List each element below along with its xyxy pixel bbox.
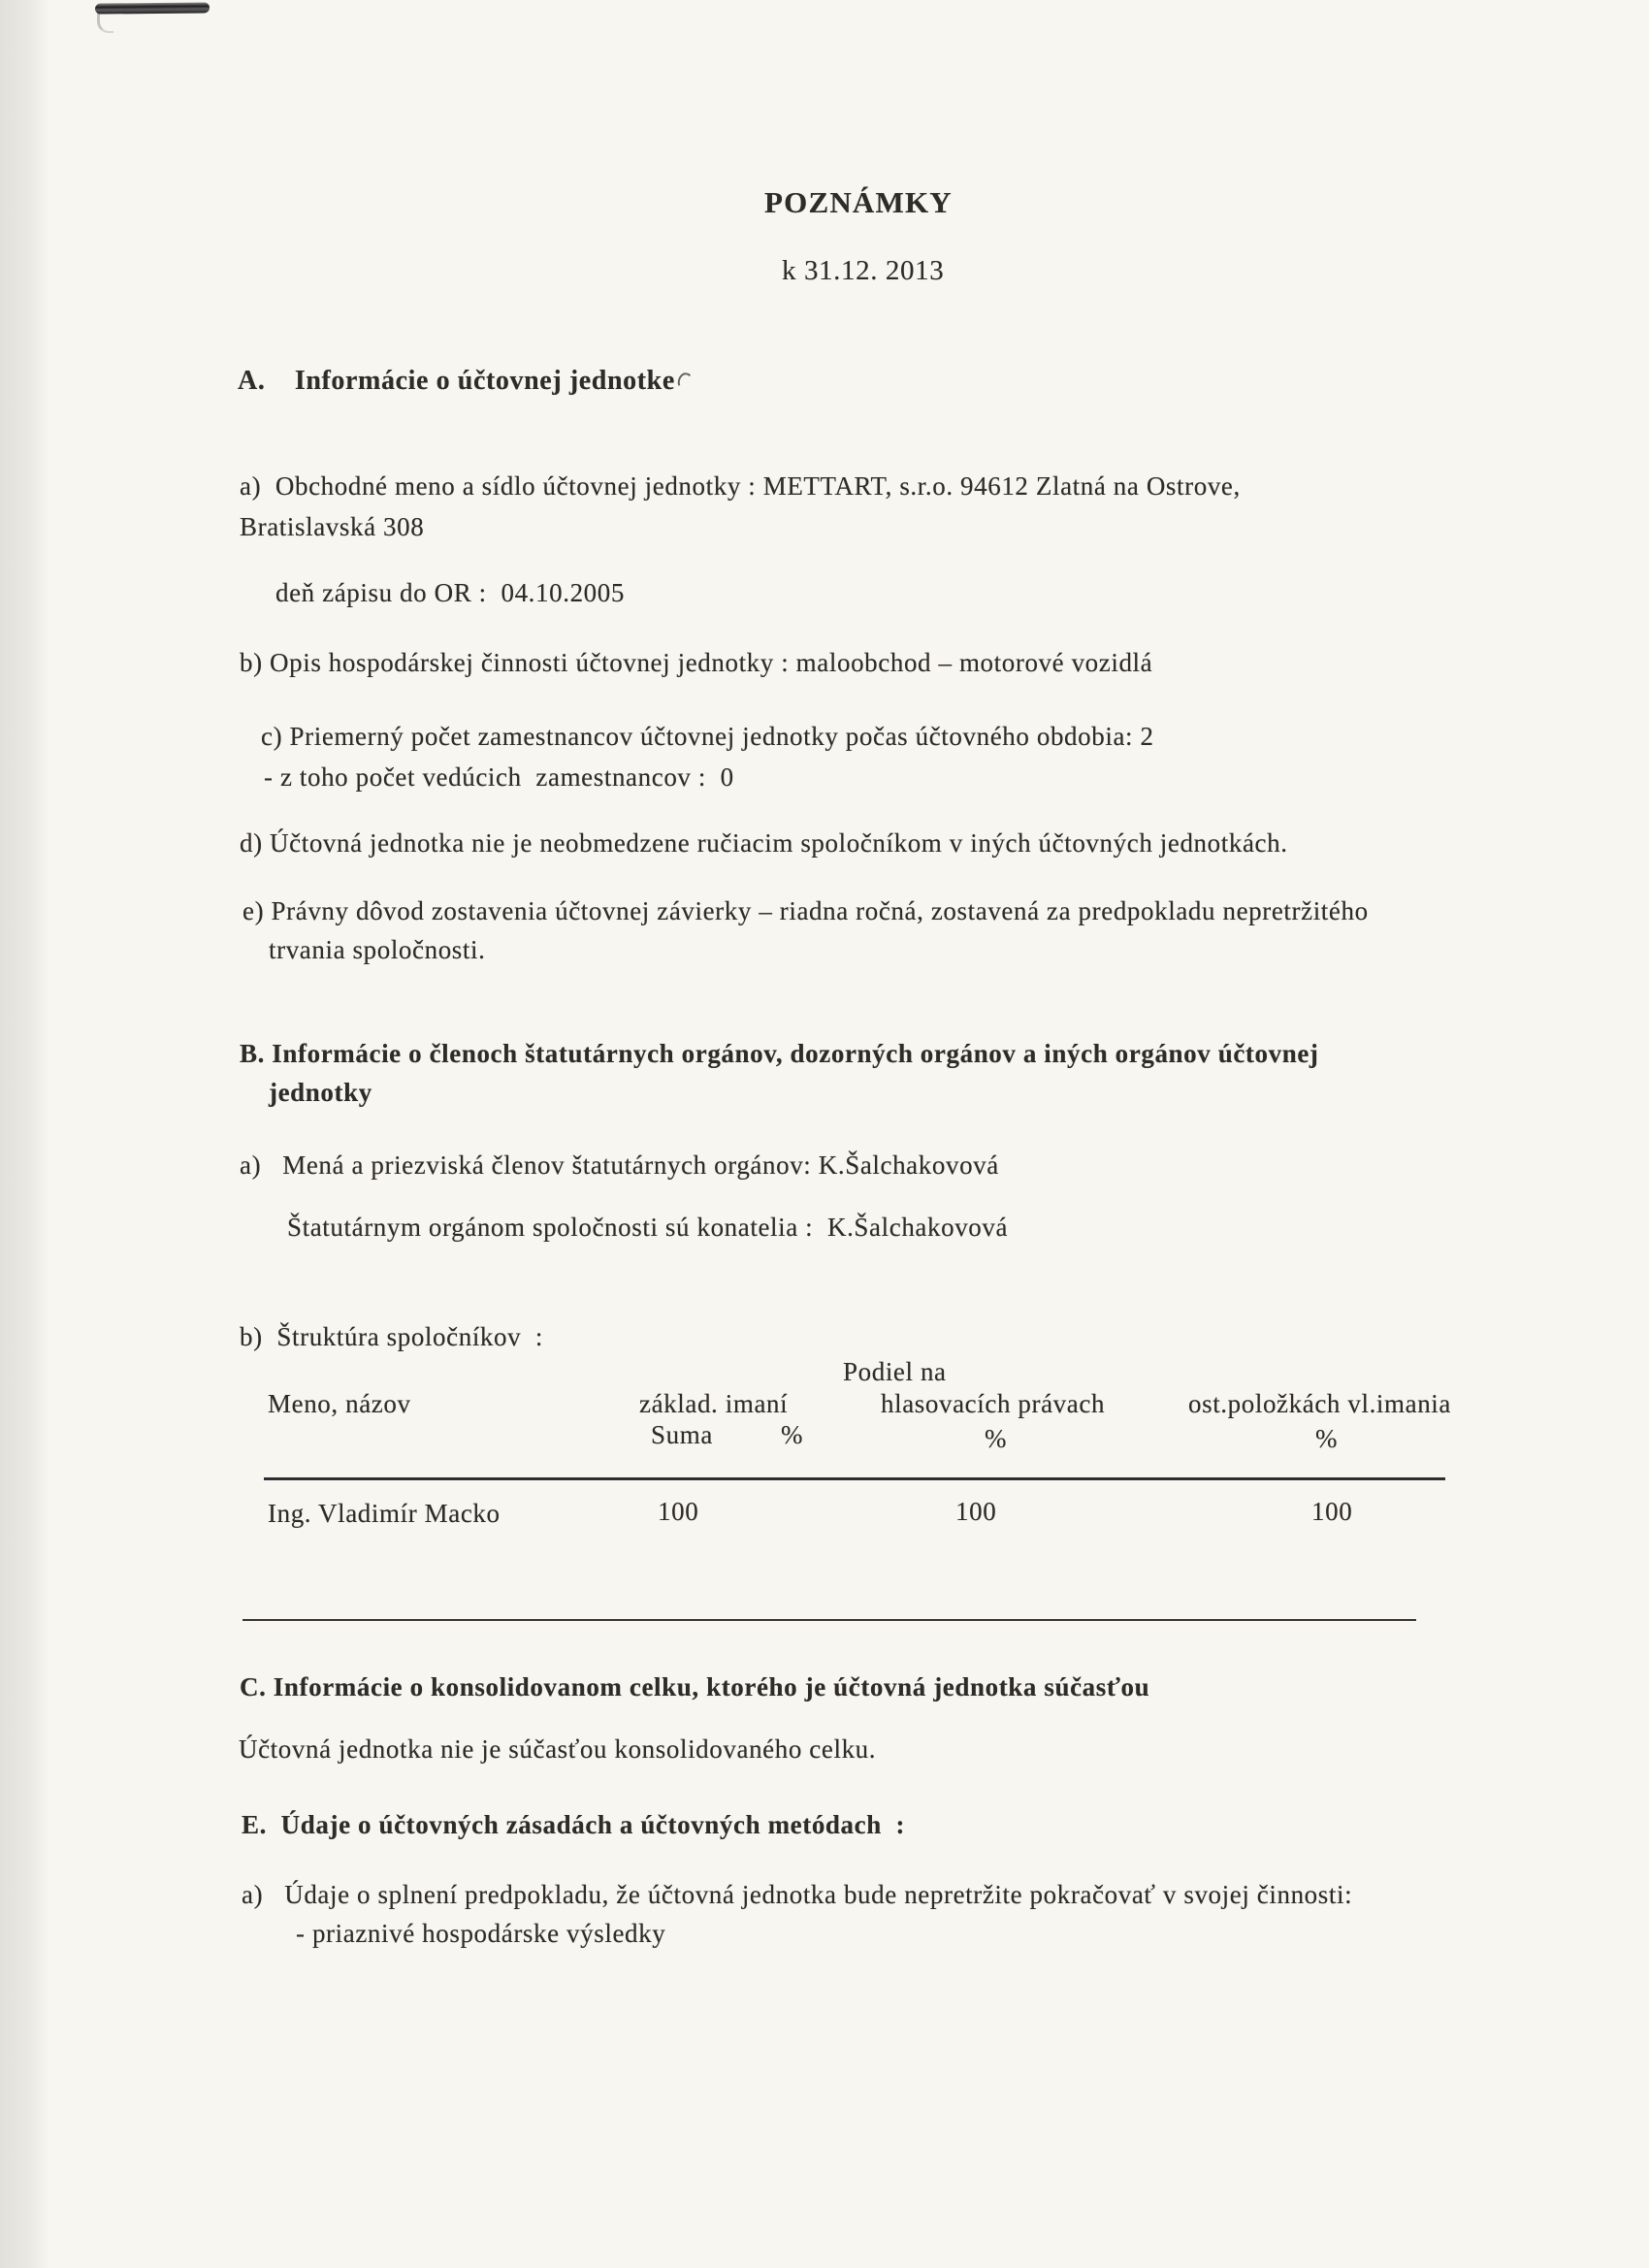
section-a-registration-date-line: deň zápisu do OR : 04.10.2005: [275, 578, 625, 607]
section-a-line-e2: trvania spoločnosti.: [269, 935, 486, 964]
table-header-capital: základ. imaní: [639, 1389, 789, 1418]
section-a-line-c1: c) Priemerný počet zamestnancov účtovnej jednotky počas účtovného obdobia: 2: [261, 722, 1154, 751]
section-b-heading-line1: B. Informácie o členoch štatutárnych orgánov, dozorných orgánov a iných orgánov účtovnej: [240, 1039, 1319, 1068]
table-header-votes: hlasovacích právach: [881, 1389, 1106, 1418]
table-subheader-votes-percent: %: [985, 1424, 1008, 1453]
binder-clip-mark: [95, 2, 210, 14]
section-e-heading: E. Údaje o účtovných zásadách a účtovných metódach :: [242, 1810, 906, 1839]
section-a-line-c2: - z toho počet vedúcich zamestnancov : 0: [264, 762, 734, 792]
section-a-line-a1: a) Obchodné meno a sídlo účtovnej jednotky : METTART, s.r.o. 94612 Zlatná na Ostrove,: [240, 471, 1241, 501]
section-a-line-a2: Bratislavská 308: [240, 512, 425, 541]
table-header-rule: [264, 1477, 1445, 1480]
table-subheader-capital-percent: %: [781, 1420, 804, 1449]
table-row-capital-value: 100: [658, 1497, 699, 1526]
table-row-name: Ing. Vladimír Macko: [268, 1499, 501, 1528]
scan-left-edge-shadow: [0, 0, 50, 2268]
section-e-line-a1: a) Údaje o splnení predpokladu, že účtovná jednotka bude nepretržite pokračovať v svojej činnosti:: [242, 1880, 1353, 1909]
document-date-line: k 31.12. 2013: [782, 255, 945, 286]
section-b-heading-line2: jednotky: [269, 1078, 372, 1107]
section-e-line-a2: - priaznivé hospodárske výsledky: [296, 1919, 666, 1948]
section-c-line: Účtovná jednotka nie je súčasťou konsolidovaného celku.: [239, 1734, 877, 1764]
table-subheader-suma: Suma: [651, 1420, 713, 1449]
ink-speck-artifact: [676, 372, 693, 391]
section-b-line-a: a) Mená a priezviská členov štatutárnych orgánov: K.Šalchakovová: [240, 1150, 999, 1180]
section-a-heading: A. Informácie o účtovnej jednotke: [238, 366, 675, 396]
section-b-line-b: b) Štruktúra spoločníkov :: [240, 1322, 544, 1351]
table-header-share-top: Podiel na: [843, 1357, 947, 1386]
table-row-votes-value: 100: [955, 1497, 997, 1526]
table-subheader-other-percent: %: [1315, 1424, 1339, 1453]
section-a-line-d: d) Účtovná jednotka nie je neobmedzene ručiacim spoločníkom v iných účtovných jednotkách.: [240, 828, 1288, 858]
section-b-line-a2: Štatutárnym orgánom spoločnosti sú konatelia : K.Šalchakovová: [287, 1213, 1009, 1242]
table-row-other-value: 100: [1311, 1497, 1353, 1526]
section-a-line-b: b) Opis hospodárskej činnosti účtovnej jednotky : maloobchod – motorové vozidlá: [240, 648, 1153, 677]
section-c-heading: C. Informácie o konsolidovanom celku, ktorého je účtovná jednotka súčasťou: [240, 1672, 1150, 1701]
table-header-name: Meno, názov: [268, 1389, 411, 1418]
table-bottom-rule: [242, 1619, 1416, 1621]
section-a-line-e1: e) Právny dôvod zostavenia účtovnej závierky – riadna ročná, zostavená za predpokladu nepretržitého: [242, 896, 1369, 925]
table-header-other: ost.položkách vl.imania: [1188, 1389, 1451, 1418]
document-title: POZNÁMKY: [764, 185, 953, 219]
